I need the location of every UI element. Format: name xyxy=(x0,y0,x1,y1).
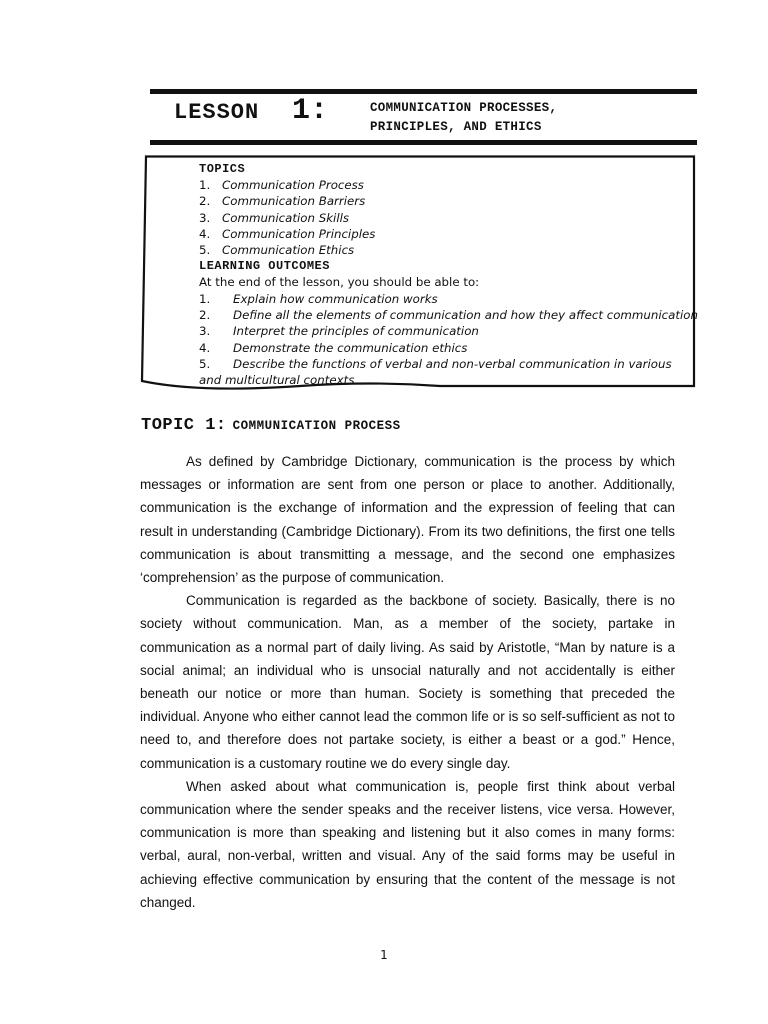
topic-item: 2. Communication Barriers xyxy=(199,194,366,209)
outcome-item: 3. Interpret the principles of communication xyxy=(199,324,479,339)
topic-item: 1. Communication Process xyxy=(199,178,364,192)
learning-outcomes-intro: At the end of the lesson, you should be able to: xyxy=(199,275,480,290)
topic-item: 5. Communication Ethics xyxy=(199,243,355,258)
outcome-item: 1. Explain how communication works xyxy=(199,291,438,306)
paragraph: When asked about what communication is, people first think about verbal communication where the sender speaks and the receiver listens, vice versa. However, communication is more than speaking and listening but it also comes in many forms: verbal, aural, non-verbal, written and visual. Any of the said forms may be useful in achieving effective communication by ensuring that the content of the message is not changed. xyxy=(140,778,675,910)
learning-outcomes-list xyxy=(199,291,698,389)
learning-outcomes-heading: LEARNING OUTCOMES xyxy=(199,259,330,274)
topic-1-title: COMMUNICATION PROCESS xyxy=(232,419,401,433)
header-top-rule xyxy=(150,89,697,94)
lesson-label: LESSON xyxy=(174,100,260,125)
topic-1-label: TOPIC 1: xyxy=(141,416,227,435)
paragraph: As defined by Cambridge Dictionary, communication is the process by which messages or information are sent from one person or place to another. Additionally, communication is the exchange of information and the expression of feeling that can result in understanding (Cambridge Dictionary). From its two definitions, the first one tells communication is about transmitting a message, and the second one emphasizes ‘comprehension’ as the purpose of communication. xyxy=(140,454,675,586)
lesson-title xyxy=(370,99,690,137)
lesson-title-line-1: COMMUNICATION PROCESSES, xyxy=(370,101,558,115)
header-bottom-rule xyxy=(150,140,697,145)
outcome-item: 2. Define all the elements of communication and how they affect communication xyxy=(199,308,698,323)
page-number: 1 xyxy=(380,948,388,962)
body-text xyxy=(140,450,675,914)
outcome-item: 5. Describe the functions of verbal and non-verbal communication in various and multicultural contexts xyxy=(199,356,672,388)
outcome-item: 4. Demonstrate the communication ethics xyxy=(199,340,468,355)
lesson-title-line-2: PRINCIPLES, AND ETHICS xyxy=(370,120,542,134)
paragraph: Communication is regarded as the backbone of society. Basically, there is no society without communication. Man, as a member of the society, partake in communication as a normal part of daily living. As said by Aristotle, “Man by nature is a social animal; an individual who is unsocial naturally and not accidentally is either beneath our notice or more than human. Society is something that preceded the individual. Anyone who either cannot lead the common life or is so self-sufficient as not to need to, and therefore does not partake society, is either a beast or a god.” Hence, communication is a customary routine we do every single day. xyxy=(140,593,675,771)
topics-box xyxy=(140,155,696,393)
topic-item: 3. Communication Skills xyxy=(199,210,350,225)
topic-item: 4. Communication Principles xyxy=(199,226,376,241)
topic-1-heading xyxy=(141,416,401,435)
topics-heading: TOPICS xyxy=(199,162,246,176)
topics-box-content xyxy=(199,161,698,389)
topics-list xyxy=(199,177,694,258)
lesson-number: 1: xyxy=(292,94,329,128)
